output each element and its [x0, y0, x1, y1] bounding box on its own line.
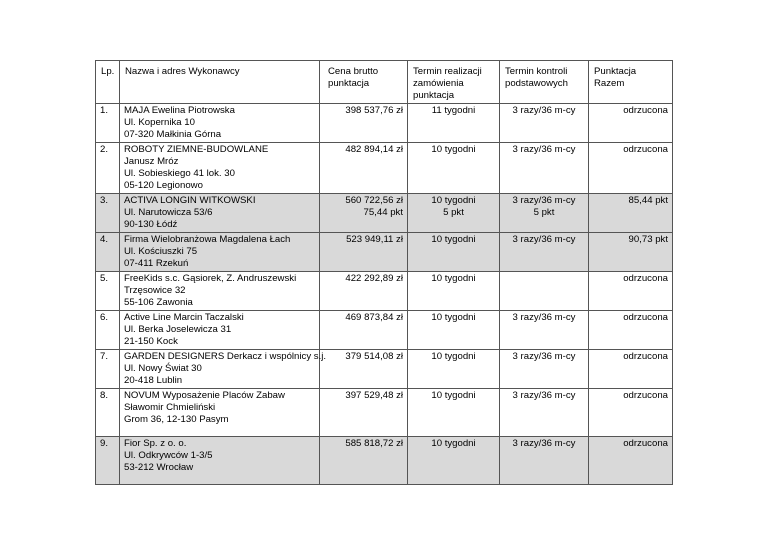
contractor-name-address: ROBOTY ZIEMNE-BUDOWLANE Janusz Mróz Ul. Sobieskiego 41 lok. 30 05-120 Legionowo — [120, 143, 320, 194]
contractor-name-address: MAJA Ewelina Piotrowska Ul. Kopernika 10 07-320 Małkinia Górna — [120, 104, 320, 143]
header-lp: Lp. — [96, 61, 120, 104]
price-cell: 560 722,56 zł 75,44 pkt — [320, 194, 408, 233]
points-cell: odrzucona — [589, 437, 673, 485]
control-cell: 3 razy/36 m-cy — [500, 104, 589, 143]
points-cell: 90,73 pkt — [589, 233, 673, 272]
table-row — [96, 233, 673, 272]
realization-cell: 10 tygodni — [408, 143, 500, 194]
control-cell: 3 razy/36 m-cy — [500, 350, 589, 389]
table-row — [96, 437, 673, 485]
header-name: Nazwa i adres Wykonawcy — [120, 61, 320, 104]
realization-cell: 10 tygodni — [408, 272, 500, 311]
row-number: 4. — [96, 233, 120, 272]
control-cell: 3 razy/36 m-cy — [500, 389, 589, 437]
control-cell: 3 razy/36 m-cy — [500, 437, 589, 485]
row-number: 9. — [96, 437, 120, 485]
contractor-name-address: NOVUM Wyposażenie Placów Zabaw Sławomir Chmieliński Grom 36, 12-130 Pasym — [120, 389, 320, 437]
table-header-row — [96, 61, 673, 104]
contractor-name-address: Fior Sp. z o. o. Ul. Odkrywców 1-3/5 53-212 Wrocław — [120, 437, 320, 485]
realization-cell: 10 tygodni — [408, 233, 500, 272]
contractor-name-address: Firma Wielobranżowa Magdalena Łach Ul. Kościuszki 75 07-411 Rzekuń — [120, 233, 320, 272]
control-cell: 3 razy/36 m-cy — [500, 143, 589, 194]
control-cell — [500, 272, 589, 311]
points-cell: odrzucona — [589, 143, 673, 194]
table-row — [96, 311, 673, 350]
row-number: 7. — [96, 350, 120, 389]
points-cell: odrzucona — [589, 350, 673, 389]
table-row — [96, 143, 673, 194]
realization-cell: 10 tygodni 5 pkt — [408, 194, 500, 233]
points-cell: 85,44 pkt — [589, 194, 673, 233]
control-cell: 3 razy/36 m-cy — [500, 233, 589, 272]
points-cell: odrzucona — [589, 272, 673, 311]
row-number: 3. — [96, 194, 120, 233]
points-cell: odrzucona — [589, 104, 673, 143]
realization-cell: 10 tygodni — [408, 350, 500, 389]
price-cell: 482 894,14 zł — [320, 143, 408, 194]
price-cell: 469 873,84 zł — [320, 311, 408, 350]
header-realization: Termin realizacji zamówienia punktacja — [408, 61, 500, 104]
price-cell: 422 292,89 zł — [320, 272, 408, 311]
table-row — [96, 272, 673, 311]
realization-cell: 11 tygodni — [408, 104, 500, 143]
realization-cell: 10 tygodni — [408, 389, 500, 437]
realization-cell: 10 tygodni — [408, 311, 500, 350]
price-cell: 397 529,48 zł — [320, 389, 408, 437]
table-row — [96, 389, 673, 437]
price-cell: 585 818,72 zł — [320, 437, 408, 485]
contractor-name-address: ACTIVA LONGIN WITKOWSKI Ul. Narutowicza 53/6 90-130 Łódź — [120, 194, 320, 233]
contractor-name-address: Active Line Marcin Taczalski Ul. Berka Joselewicza 31 21-150 Kock — [120, 311, 320, 350]
offers-table — [95, 60, 673, 485]
header-points: Punktacja Razem — [589, 61, 673, 104]
row-number: 2. — [96, 143, 120, 194]
contractor-name-address: FreeKids s.c. Gąsiorek, Z. Andruszewski Trzęsowice 32 55-106 Zawonia — [120, 272, 320, 311]
realization-cell: 10 tygodni — [408, 437, 500, 485]
table-row — [96, 350, 673, 389]
price-cell: 379 514,08 zł — [320, 350, 408, 389]
row-number: 5. — [96, 272, 120, 311]
price-cell: 398 537,76 zł — [320, 104, 408, 143]
price-cell: 523 949,11 zł — [320, 233, 408, 272]
header-price: Cena brutto punktacja — [320, 61, 408, 104]
table-row — [96, 194, 673, 233]
row-number: 1. — [96, 104, 120, 143]
points-cell: odrzucona — [589, 389, 673, 437]
row-number: 6. — [96, 311, 120, 350]
header-control: Termin kontroli podstawowych — [500, 61, 589, 104]
table-row — [96, 104, 673, 143]
row-number: 8. — [96, 389, 120, 437]
control-cell: 3 razy/36 m-cy 5 pkt — [500, 194, 589, 233]
control-cell: 3 razy/36 m-cy — [500, 311, 589, 350]
contractor-name-address: GARDEN DESIGNERS Derkacz i wspólnicy s.j. Ul. Nowy Świat 30 20-418 Lublin — [120, 350, 320, 389]
points-cell: odrzucona — [589, 311, 673, 350]
